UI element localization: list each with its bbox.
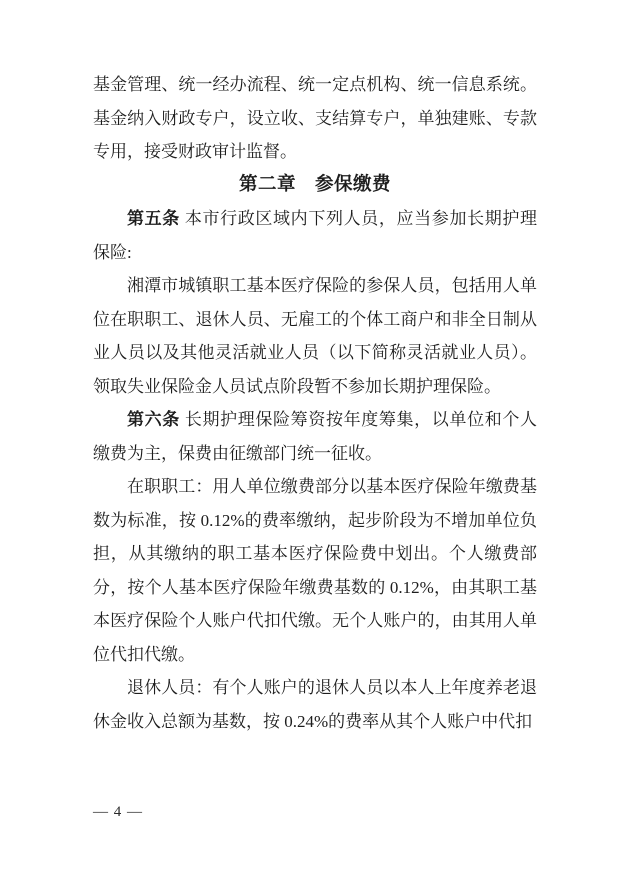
paragraph-fund-management: 基金管理、统一经办流程、统一定点机构、统一信息系统。基金纳入财政专户，设立收、支结算专户，单独建账、专款专用，接受财政审计监督。 [93, 75, 537, 161]
page-number: — 4 — [93, 804, 143, 820]
article-6-term: 第六条 [127, 410, 180, 429]
article-5-text: 本市行政区域内下列人员，应当参加长期护理保险: [93, 209, 538, 262]
article-5-term: 第五条 [127, 209, 180, 228]
paragraph-article-5 [93, 202, 537, 269]
paragraph-active-employees: 在职职工：用人单位缴费部分以基本医疗保险年缴费基数为标准，按 0.12%的费率缴纳，起步阶段为不增加单位负担，从其缴纳的职工基本医疗保险费中划出。个人缴费部分，按个人基本医疗保险年缴费基数的 0.12%，由其职工基本医疗保险个人账户代扣代缴。无个人账户的，由其用人单位代扣代缴。 [93, 477, 537, 664]
paragraph-retirees: 退休人员：有个人账户的退休人员以本人上年度养老退休金收入总额为基数，按 0.24%的费率从其个人账户中代扣 [93, 678, 537, 731]
chapter-heading: 第二章 参保缴费 [238, 174, 391, 195]
paragraph-article-6 [93, 403, 537, 470]
document-body [93, 68, 537, 738]
article-6-text: 长期护理保险筹资按年度筹集，以单位和个人缴费为主，保费由征缴部门统一征收。 [93, 410, 538, 463]
paragraph-insured-persons: 湘潭市城镇职工基本医疗保险的参保人员，包括用人单位在职职工、退休人员、无雇工的个体工商户和非全日制从业人员以及其他灵活就业人员（以下简称灵活就业人员）。领取失业保险金人员试点阶段暂不参加长期护理保险。 [93, 276, 537, 396]
